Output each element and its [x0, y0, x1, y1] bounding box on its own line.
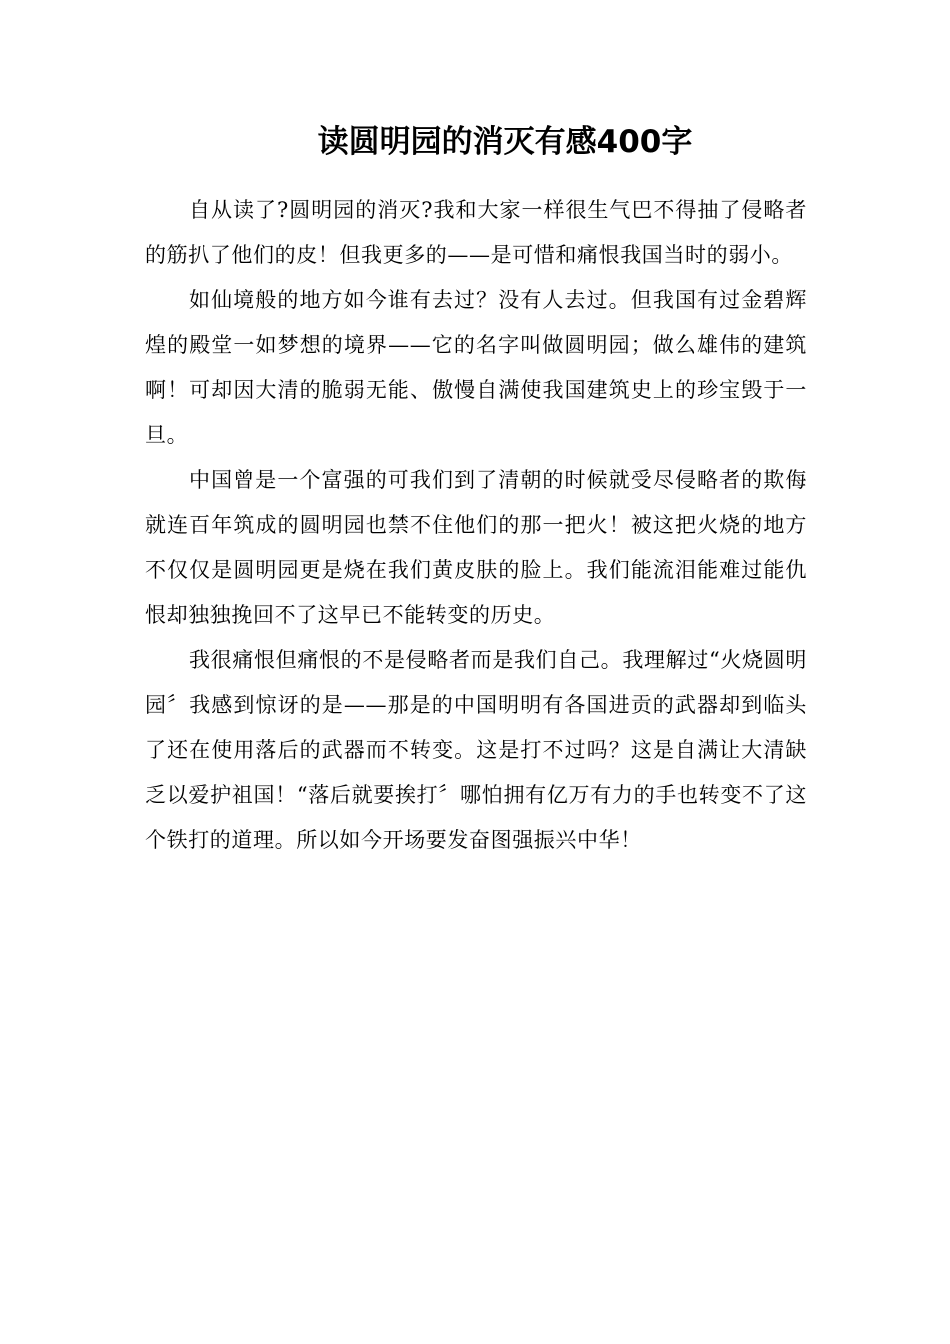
paragraph: 中国曾是一个富强的可我们到了清朝的时候就受尽侵略者的欺侮就连百年筑成的圆明园也禁不住他们的那一把火！被这把火烧的地方不仅仅是圆明园更是烧在我们黄皮肤的脸上。我们能流泪能难过能仇恨却独独挽回不了这早已不能转变的历史。: [145, 468, 807, 627]
paragraph: 如仙境般的地方如今谁有去过？没有人去过。但我国有过金碧辉煌的殿堂一如梦想的境界——它的名字叫做圆明园；做么雄伟的建筑啊！可却因大清的脆弱无能、傲慢自满使我国建筑史上的珍宝毁于一旦。: [145, 288, 807, 447]
document-body: [145, 188, 807, 863]
paragraph: 我很痛恨但痛恨的不是侵略者而是我们自己。我理解过“火烧圆明园〞我感到惊讶的是——那是的中国明明有各国进贡的武器却到临头了还在使用落后的武器而不转变。这是打不过吗？这是自满让大清缺乏以爱护祖国！“落后就要挨打〞哪怕拥有亿万有力的手也转变不了这个铁打的道理。所以如今开场要发奋图强振兴中华！: [145, 648, 807, 852]
paragraph: 自从读了?圆明园的消灭?我和大家一样很生气巴不得抽了侵略者的筋扒了他们的皮！但我更多的——是可惜和痛恨我国当时的弱小。: [145, 198, 807, 267]
document-title: 读圆明园的消灭有感400字: [317, 124, 693, 160]
